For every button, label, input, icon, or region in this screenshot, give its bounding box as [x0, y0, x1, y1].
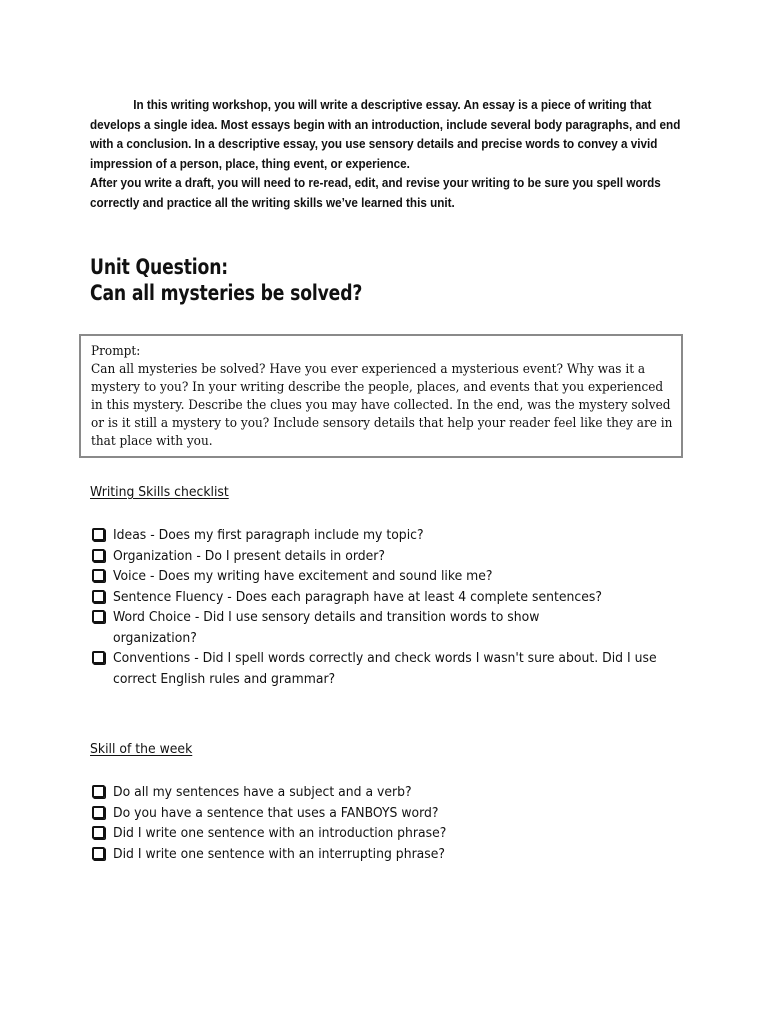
- checkbox[interactable]: [92, 590, 105, 603]
- unit-question-label: Unit Question:: [90, 255, 229, 279]
- checklist-item-text: Do all my sentences have a subject and a verb?: [113, 784, 412, 800]
- checkbox[interactable]: [92, 549, 105, 562]
- checklist-item: [90, 782, 690, 803]
- checklist-item: [90, 648, 690, 689]
- checkbox[interactable]: [92, 651, 105, 664]
- intro-paragraph-2: After you write a draft, you will need to re-read, edit, and revise your writing to be sure you spell words correctly and practice all the writing skills we’ve learned this unit.: [90, 175, 661, 210]
- unit-question: [90, 254, 434, 306]
- checklist-item-text: Organization - Do I present details in order?: [113, 547, 385, 564]
- checklist-item-text: Did I write one sentence with an interrupting phrase?: [113, 845, 445, 862]
- intro-text: [90, 95, 684, 212]
- checklist-item-text: Word Choice - Did I use sensory details and transition words to show organization?: [113, 609, 540, 646]
- checklist-item-text: Voice - Does my writing have excitement and sound like me?: [113, 568, 493, 584]
- checklist-item: [90, 566, 690, 587]
- checkbox[interactable]: [92, 569, 105, 582]
- checklist-item: [90, 546, 690, 567]
- checklist-item-text: Did I write one sentence with an introduction phrase?: [113, 825, 447, 841]
- checkbox[interactable]: [92, 785, 105, 798]
- checklist-item-text: Conventions - Did I spell words correctly and check words I wasn't sure about. Did I use correct English rules and grammar?: [113, 650, 657, 687]
- writing-skills-checklist: [90, 525, 690, 689]
- unit-question-text: Can all mysteries be solved?: [90, 281, 363, 305]
- checklist-item: [90, 803, 690, 824]
- checkbox[interactable]: [92, 610, 105, 623]
- checklist-item-text: Ideas - Does my first paragraph include my topic?: [113, 527, 424, 543]
- writing-skills-title: Writing Skills checklist: [90, 484, 229, 500]
- checklist-item-text: Sentence Fluency - Does each paragraph have at least 4 complete sentences?: [113, 588, 602, 605]
- checklist-item: [90, 525, 690, 546]
- checkbox[interactable]: [92, 847, 105, 860]
- checklist-item-text: Do you have a sentence that uses a FANBOYS word?: [113, 804, 439, 821]
- prompt-text: Can all mysteries be solved? Have you ever experienced a mysterious event? Why was it a mystery to you? In your writing describe the people, places, and events that you experienced in this mystery. Describe the clues you may have collected. In the end, was the mystery solved or is it still a mystery to you? Include sensory details that help your reader feel like they are in that place with you.: [91, 362, 673, 449]
- checklist-item: [90, 823, 690, 844]
- checkbox[interactable]: [92, 826, 105, 839]
- skill-of-week-checklist: [90, 782, 690, 864]
- checklist-item: [90, 844, 690, 865]
- checkbox[interactable]: [92, 528, 105, 541]
- prompt-box: [79, 334, 683, 458]
- checklist-item: [90, 607, 690, 648]
- skill-of-week-title: Skill of the week: [90, 741, 193, 757]
- intro-paragraph-1: In this writing workshop, you will write a descriptive essay. An essay is a piece of writing that develops a single idea. Most essays begin with an introduction, include several body paragraphs, and end with a conclusion. In a descriptive essay, you use sensory details and precise words to convey a vivid impression of a person, place, thing event, or experience.: [90, 97, 681, 171]
- checkbox[interactable]: [92, 806, 105, 819]
- checklist-item: [90, 587, 690, 608]
- prompt-label: Prompt:: [91, 344, 141, 359]
